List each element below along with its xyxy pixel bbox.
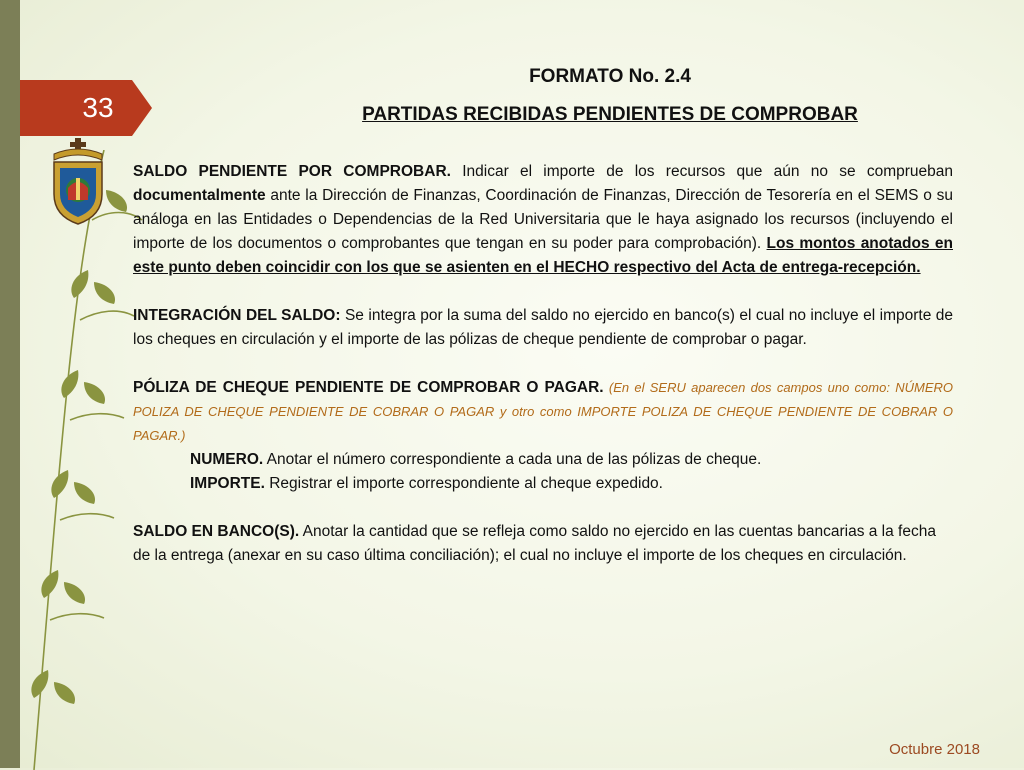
saldo-banco-text: Anotar la cantidad que se refleja como saldo no ejercido en las cuentas bancarias a la fecha de la entrega (anexar en su caso última conciliación); el cual no incluye el importe de los cheques en circulación. <box>133 523 936 564</box>
poliza-note: (En el SERU aparecen dos campos uno como: NÚMERO POLIZA DE CHEQUE PENDIENTE DE COBRAR O PAGAR y otro como IMPORTE POLIZA DE CHEQUE PENDIENTE DE COBRAR O PAGAR.) <box>133 380 954 443</box>
saldo-banco-paragraph <box>133 520 953 568</box>
saldo-pendiente-paragraph <box>133 160 953 280</box>
saldo-pendiente-emphasis: Los montos anotados en este punto deben coincidir con los que se asienten en el HECHO respectivo del Acta de entrega-recepción. <box>133 235 953 276</box>
slide-number: 33 <box>82 92 114 123</box>
poliza-paragraph <box>133 376 953 448</box>
integracion-heading: INTEGRACIÓN DEL SALDO: <box>133 307 341 324</box>
saldo-pendiente-heading: SALDO PENDIENTE POR COMPROBAR. <box>133 163 451 180</box>
university-crest-icon <box>46 138 110 226</box>
format-title: FORMATO No. 2.4 <box>529 66 691 87</box>
poliza-importe-line <box>133 472 953 496</box>
poliza-importe-label: IMPORTE. <box>190 475 265 492</box>
saldo-pendiente-text-2: ante la Dirección de Finanzas, Coordinación de Finanzas, Dirección de Tesorería en el SEMS o su análoga en las Entidades o Dependencias de la Red Universitaria que le haya asignado los recursos (incluyendo el importe de los documentos o comprobantes que tengan en su poder para comprobación). <box>133 187 953 252</box>
poliza-heading: PÓLIZA DE CHEQUE PENDIENTE DE COMPROBAR O PAGAR. <box>133 379 604 396</box>
poliza-numero-text: Anotar el número correspondiente a cada una de las pólizas de cheque. <box>263 451 762 468</box>
saldo-pendiente-text-1: Indicar el importe de los recursos que aún no se comprueban <box>450 163 953 180</box>
page-title: PARTIDAS RECIBIDAS PENDIENTES DE COMPROBAR <box>362 104 858 125</box>
slide-content <box>133 160 953 568</box>
saldo-banco-heading: SALDO EN BANCO(S). <box>133 523 300 540</box>
footer-date: Octubre 2018 <box>889 741 980 758</box>
integracion-paragraph <box>133 304 953 352</box>
integracion-text: Se integra por la suma del saldo no ejercido en banco(s) el cual no incluye el importe de los cheques en circulación y el importe de las pólizas de cheque pendiente de comprobar o pagar. <box>133 307 953 348</box>
poliza-importe-text: Registrar el importe correspondiente al cheque expedido. <box>264 475 663 492</box>
poliza-numero-label: NUMERO. <box>190 451 264 468</box>
saldo-pendiente-bold-word: documentalmente <box>133 187 266 204</box>
decorative-vine <box>14 150 144 770</box>
poliza-numero-line <box>133 448 953 472</box>
